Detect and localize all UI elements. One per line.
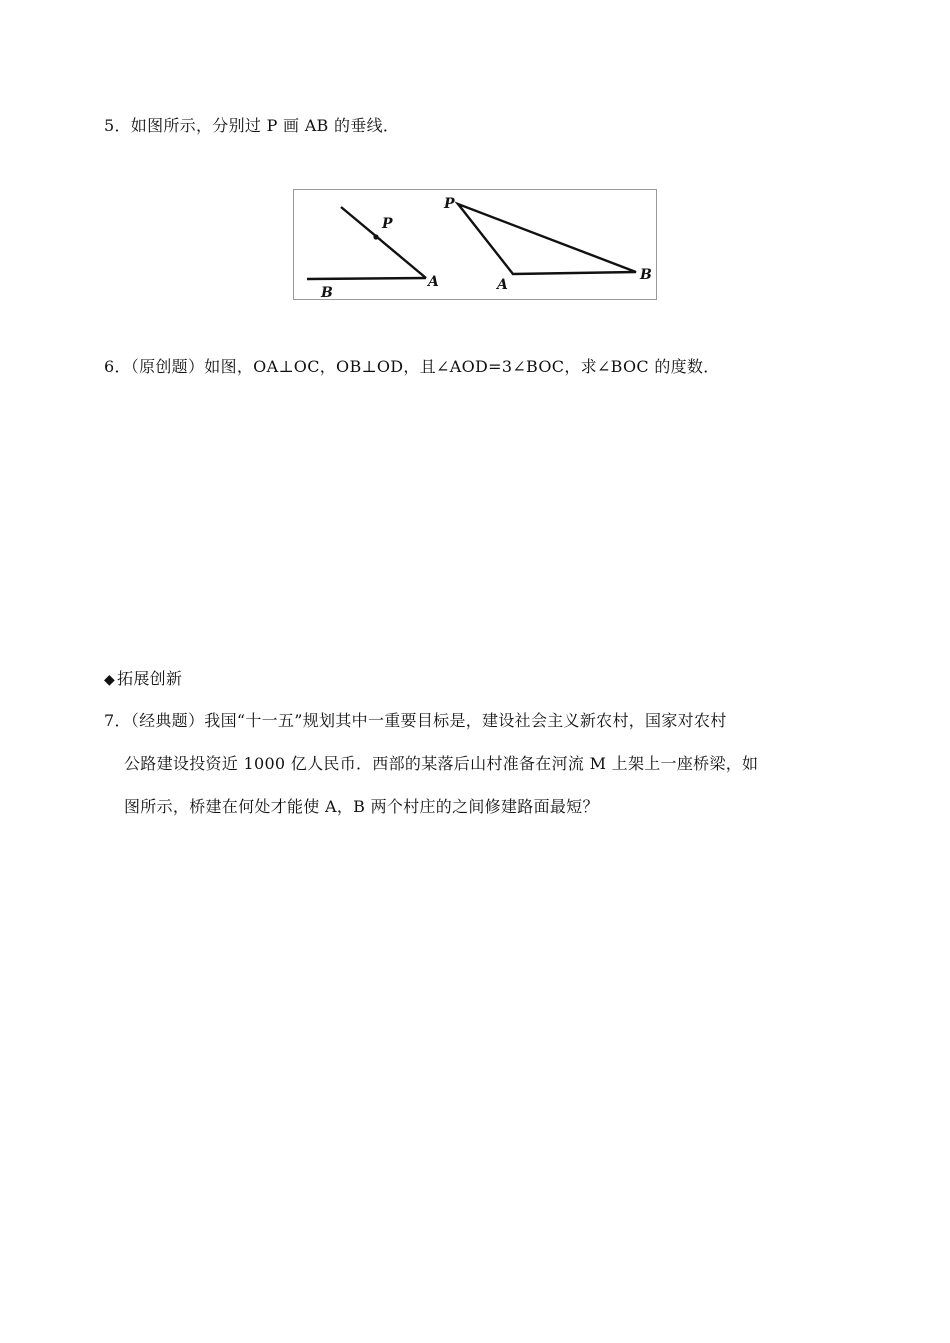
section-heading — [104, 669, 182, 690]
point-p-dot — [373, 234, 378, 239]
left-label-b: B — [321, 285, 333, 299]
question-5-figure — [293, 189, 657, 300]
right-label-b: B — [640, 267, 652, 283]
question-5-text: 5．如图所示，分别过 P 画 AB 的垂线． — [104, 116, 400, 135]
question-7-line-3: 图所示，桥建在何处才能使 A，B 两个村庄的之间修建路面最短？ — [124, 797, 599, 816]
section-title: 拓展创新 — [117, 669, 183, 688]
geometry-figure-svg — [294, 190, 656, 299]
left-label-a: A — [428, 274, 439, 290]
triangle-pab — [458, 204, 636, 274]
question-6-text: 6．（原创题）如图，OA⊥OC，OB⊥OD，且∠AOD=3∠BOC，求∠BOC 的度数． — [104, 357, 720, 376]
diamond-bullet-icon: ◆ — [104, 672, 116, 688]
right-label-a: A — [497, 277, 508, 293]
left-label-p: P — [382, 216, 393, 232]
question-7-line-2: 公路建设投资近 1000 亿人民币．西部的某落后山村准备在河流 M 上架上一座桥梁，如 — [124, 754, 759, 773]
ray-a-to-b — [307, 278, 426, 279]
right-label-p: P — [444, 196, 455, 212]
question-7-line-1: 7．（经典题）我国“十一五”规划其中一重要目标是，建设社会主义新农村，国家对农村 — [104, 711, 727, 730]
